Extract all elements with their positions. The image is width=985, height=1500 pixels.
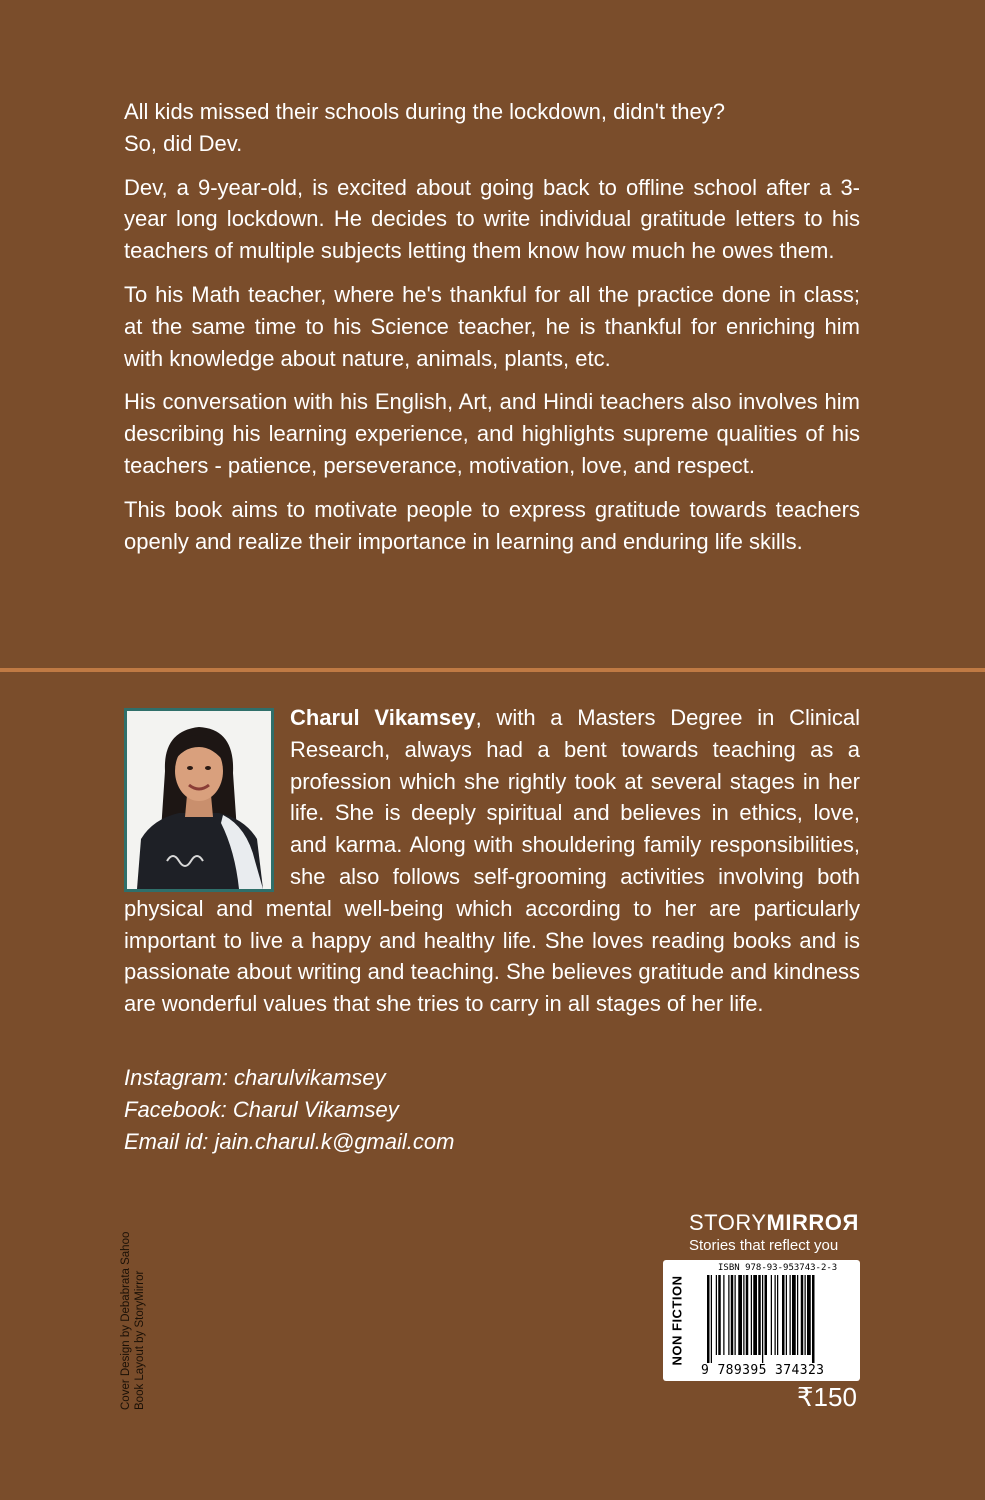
email-address: Email id: jain.charul.k@gmail.com (124, 1128, 455, 1154)
publisher-tagline: Stories that reflect you (689, 1237, 839, 1254)
price-label: ₹150 (797, 1382, 857, 1412)
blurb-paragraph: Dev, a 9-year-old, is excited about going back to offline school after a 3-year long lockdown. He decides to write individual gratitude letters to his teachers of multiple subjects letting them know how much he owes them. (124, 174, 860, 264)
blurb-line: So, did Dev. (124, 130, 243, 156)
barcode-bars (707, 1275, 853, 1363)
author-name: Charul Vikamsey (290, 705, 476, 730)
blurb-paragraph: This book aims to motivate people to express gratitude towards teachers openly and realize their importance in learning and enduring life skills. (124, 496, 860, 554)
publisher-logo (689, 1210, 861, 1236)
barcode-box (663, 1260, 860, 1381)
cover-design-credit: Cover Design by Debabrata Sahoo (120, 1231, 132, 1410)
layout-credit: Book Layout by StoryMirror (134, 1270, 146, 1410)
isbn-text: ISBN 978-93-95374З-2-З (718, 1263, 838, 1273)
publisher-block (689, 1210, 861, 1254)
author-photo (124, 708, 274, 892)
author-section (124, 702, 860, 1020)
instagram-handle: Instagram: charulvikamsey (124, 1065, 386, 1090)
barcode-number: 9 789395 374323 (701, 1363, 825, 1378)
back-cover-blurb (124, 96, 860, 569)
facebook-handle: Facebook: Charul Vikamsey (124, 1096, 399, 1122)
blurb-paragraph: His conversation with his English, Art, and Hindi teachers also involves him describing his learning experience, and highlights supreme qualities of his teachers - patience, perseverance, motivation, love, and respect. (124, 389, 860, 478)
genre-label (666, 1264, 688, 1377)
genre-text: NON FICTION (669, 1275, 685, 1366)
author-contacts (124, 1062, 454, 1157)
blurb-line: All kids missed their schools during the lockdown, didn't they? (124, 99, 725, 124)
logo-mirror-text: MIRRO (766, 1210, 843, 1235)
design-credits (119, 1232, 147, 1410)
author-bio-text: , with a Masters Degree in Clinical Research, always had a bent towards teaching as a profession which she rightly took at several stages in her life. She is deeply spiritual and believes in ethics, love, and karma. Along with shouldering family responsibilities, she also follows self-grooming activities involving both physical and mental well-being which according to her are particularly important to live a happy and healthy life. She loves reading books and is passionate about writing and teaching. She believes gratitude and kindness are wonderful values that she tries to carry in all stages of her life. (124, 705, 860, 1017)
logo-story-text: STORY (689, 1210, 767, 1235)
logo-reversed-r: R (842, 1210, 859, 1235)
author-portrait-illustration (127, 711, 271, 889)
section-divider (0, 668, 985, 672)
blurb-paragraph: To his Math teacher, where he's thankful for all the practice done in class; at the same time to his Science teacher, he is thankful for enriching him with knowledge about nature, animals, plants, etc. (124, 281, 860, 371)
